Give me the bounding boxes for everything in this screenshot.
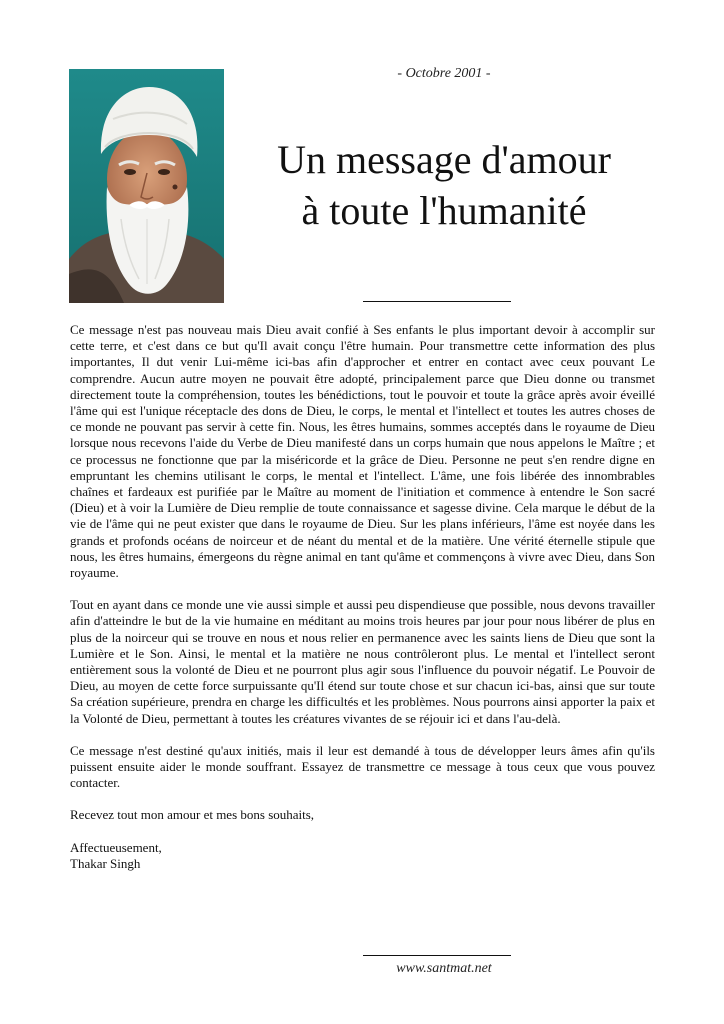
publication-date: - Octobre 2001 - <box>397 66 491 81</box>
footer-divider <box>363 955 511 956</box>
website-link[interactable]: www.santmat.net <box>396 961 492 976</box>
letter-body <box>70 322 655 872</box>
title-divider <box>363 301 511 302</box>
title-line-2: à toute l'humanité <box>301 188 587 233</box>
paragraph: Tout en ayant dans ce monde une vie aussi simple et aussi peu dispendieuse que possible, nous devons travailler afin d'atteindre le but de la vie humaine en méditant au moins trois heures par jour pour nous libérer de plus en plus de la noirceur qui se trouve en nous et nous relier en permanence avec les saints liens de Dieu que sont la Lumière et le Son. Ainsi, le mental et la matière ne nous contrôleront plus. Le mental et l'intellect seront entièrement sous la volonté de Dieu et ne pourront plus agir sous l'influence du pouvoir négatif. Le Pouvoir de Dieu, au moyen de cette force surpuissante qu'Il étend sur toute chose et sur chacun ici-bas, ainsi que sur toute Sa création supérieure, prendra en charge les difficultés et les problèmes. Nous pourrons ainsi apporter la paix et la Volonté de Dieu, permettant à toutes les créatures vivantes de se réjouir ici et dans l'au-delà. <box>70 597 655 726</box>
page-title <box>235 134 653 236</box>
signature: Thakar Singh <box>70 855 141 871</box>
paragraph: Ce message n'est pas nouveau mais Dieu avait confié à Ses enfants le plus important devoir à accomplir sur cette terre, et c'est dans ce but qu'Il avait conçu l'être humain. Pour transmettre cette information des plus importantes, Il dut venir Lui-même ici-bas afin d'approcher et entrer en contact avec ceux pouvant Le comprendre. Aucun autre moyen ne pouvait être adopté, principalement parce que Dieu donne ou transmet directement toute la compréhension, toutes les bénédictions, tout le pouvoir et toute la grâce après avoir éveillé l'âme qui est l'unique réceptacle des dons de Dieu, le corps, le mental et l'intellect et toutes les autres choses de ce monde ne pouvant pas servir à cette fin. Nous, les êtres humains, sommes acceptés dans le royaume de Dieu lorsque nous recevons l'aide du Verbe de Dieu manifesté dans un corps humain que nous appelons le Maître ; et ce processus ne fonctionne que par la miséricorde et la grâce de Dieu. Personne ne peut s'en rendre digne en empruntant les chemins utilisant le corps, le mental et l'intellect. L'âme, une fois libérée des innombrables chaînes et fardeaux est purifiée par le Maître au moment de l'initiation et commence à entendre le Son sacré (Dieu) et à voir la Lumière de Dieu remplie de toute connaissance et sagesse divine. Cela marque le début de la vie de l'âme qui ne peut exister que dans le royaume de Dieu. Sur les plans inférieurs, l'âme est noyée dans les grands et profonds océans de noirceur et de néant du mental et de la matière. Une vérité éternelle stipule que nous, les êtres humains, émergeons du règne animal en tant qu'âme et commençons à vivre avec Dieu, dans Son royaume. <box>70 322 655 581</box>
title-line-1: Un message d'amour <box>277 137 611 182</box>
closing-phrase: Affectueusement, <box>70 839 162 855</box>
paragraph: Ce message n'est destiné qu'aux initiés, mais il leur est demandé à tous de développer leurs âmes afin qu'ils puissent ensuite aider le monde souffrant. Essayez de transmettre ce message à tous ceux que vous pouvez contacter. <box>70 742 655 791</box>
salutation: Recevez tout mon amour et mes bons souhaits, <box>70 807 315 823</box>
author-portrait <box>69 69 224 303</box>
closing-block <box>70 840 655 872</box>
